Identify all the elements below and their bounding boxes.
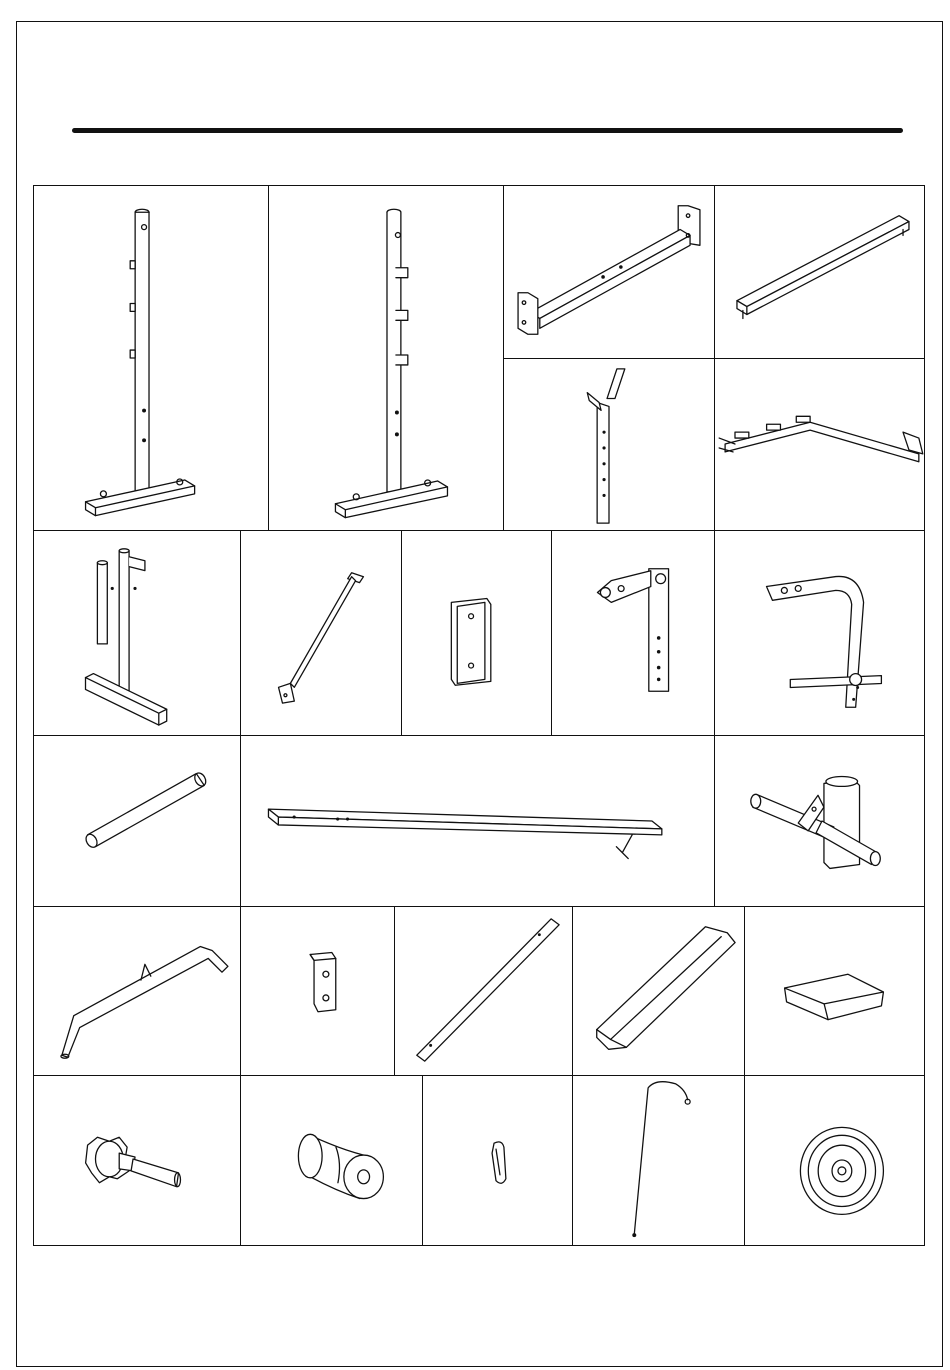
part-round-tube (33, 735, 241, 907)
part-preacher-arm-bracket (714, 358, 925, 531)
part-lat-bar (33, 906, 241, 1076)
knob-pin-icon (34, 1076, 240, 1245)
upright-post-left-icon (34, 186, 268, 530)
pivot-post-icon (552, 531, 714, 735)
part-upright-post-left (33, 185, 269, 531)
part-snap-hook (422, 1075, 573, 1246)
part-channel-bracket (401, 530, 552, 736)
part-backrest-pad (572, 906, 745, 1076)
leg-developer-frame-icon (715, 531, 924, 735)
part-small-plate-bracket (240, 906, 395, 1076)
preacher-arm-bracket-icon (715, 359, 924, 530)
part-crossbar-with-plates (503, 185, 715, 359)
round-tube-icon (34, 736, 240, 906)
seat-pad-icon (745, 907, 924, 1075)
part-leg-tube-connector (714, 735, 925, 907)
crossbar-with-plates-icon (504, 186, 714, 358)
part-pivot-post (551, 530, 715, 736)
upright-post-right-icon (269, 186, 503, 530)
part-long-bench-tube (240, 735, 715, 907)
part-support-strut (240, 530, 402, 736)
part-knob-pin (33, 1075, 241, 1246)
small-plate-bracket-icon (241, 907, 394, 1075)
slim-tube-icon (395, 907, 572, 1075)
part-slim-tube (394, 906, 573, 1076)
part-square-tube-bar (714, 185, 925, 359)
snap-hook-icon (423, 1076, 572, 1245)
part-seat-pad (744, 906, 925, 1076)
part-cable-with-hook (572, 1075, 745, 1246)
part-pulley-wheel (744, 1075, 925, 1246)
bar-holder-post-icon (504, 359, 714, 530)
part-leg-developer-frame (714, 530, 925, 736)
backrest-pad-icon (573, 907, 744, 1075)
cable-with-hook-icon (573, 1076, 744, 1245)
square-tube-bar-icon (715, 186, 924, 358)
channel-bracket-icon (402, 531, 551, 735)
part-bar-holder-post (503, 358, 715, 531)
part-rear-base-frame (33, 530, 241, 736)
leg-tube-connector-icon (715, 736, 924, 906)
support-strut-icon (241, 531, 401, 735)
pulley-wheel-icon (745, 1076, 924, 1245)
part-upright-post-right (268, 185, 504, 531)
part-foam-roller (240, 1075, 423, 1246)
foam-roller-icon (241, 1076, 422, 1245)
long-bench-tube-icon (241, 736, 714, 906)
rear-base-frame-icon (34, 531, 240, 735)
header-rule (72, 128, 903, 133)
lat-bar-icon (34, 907, 240, 1075)
